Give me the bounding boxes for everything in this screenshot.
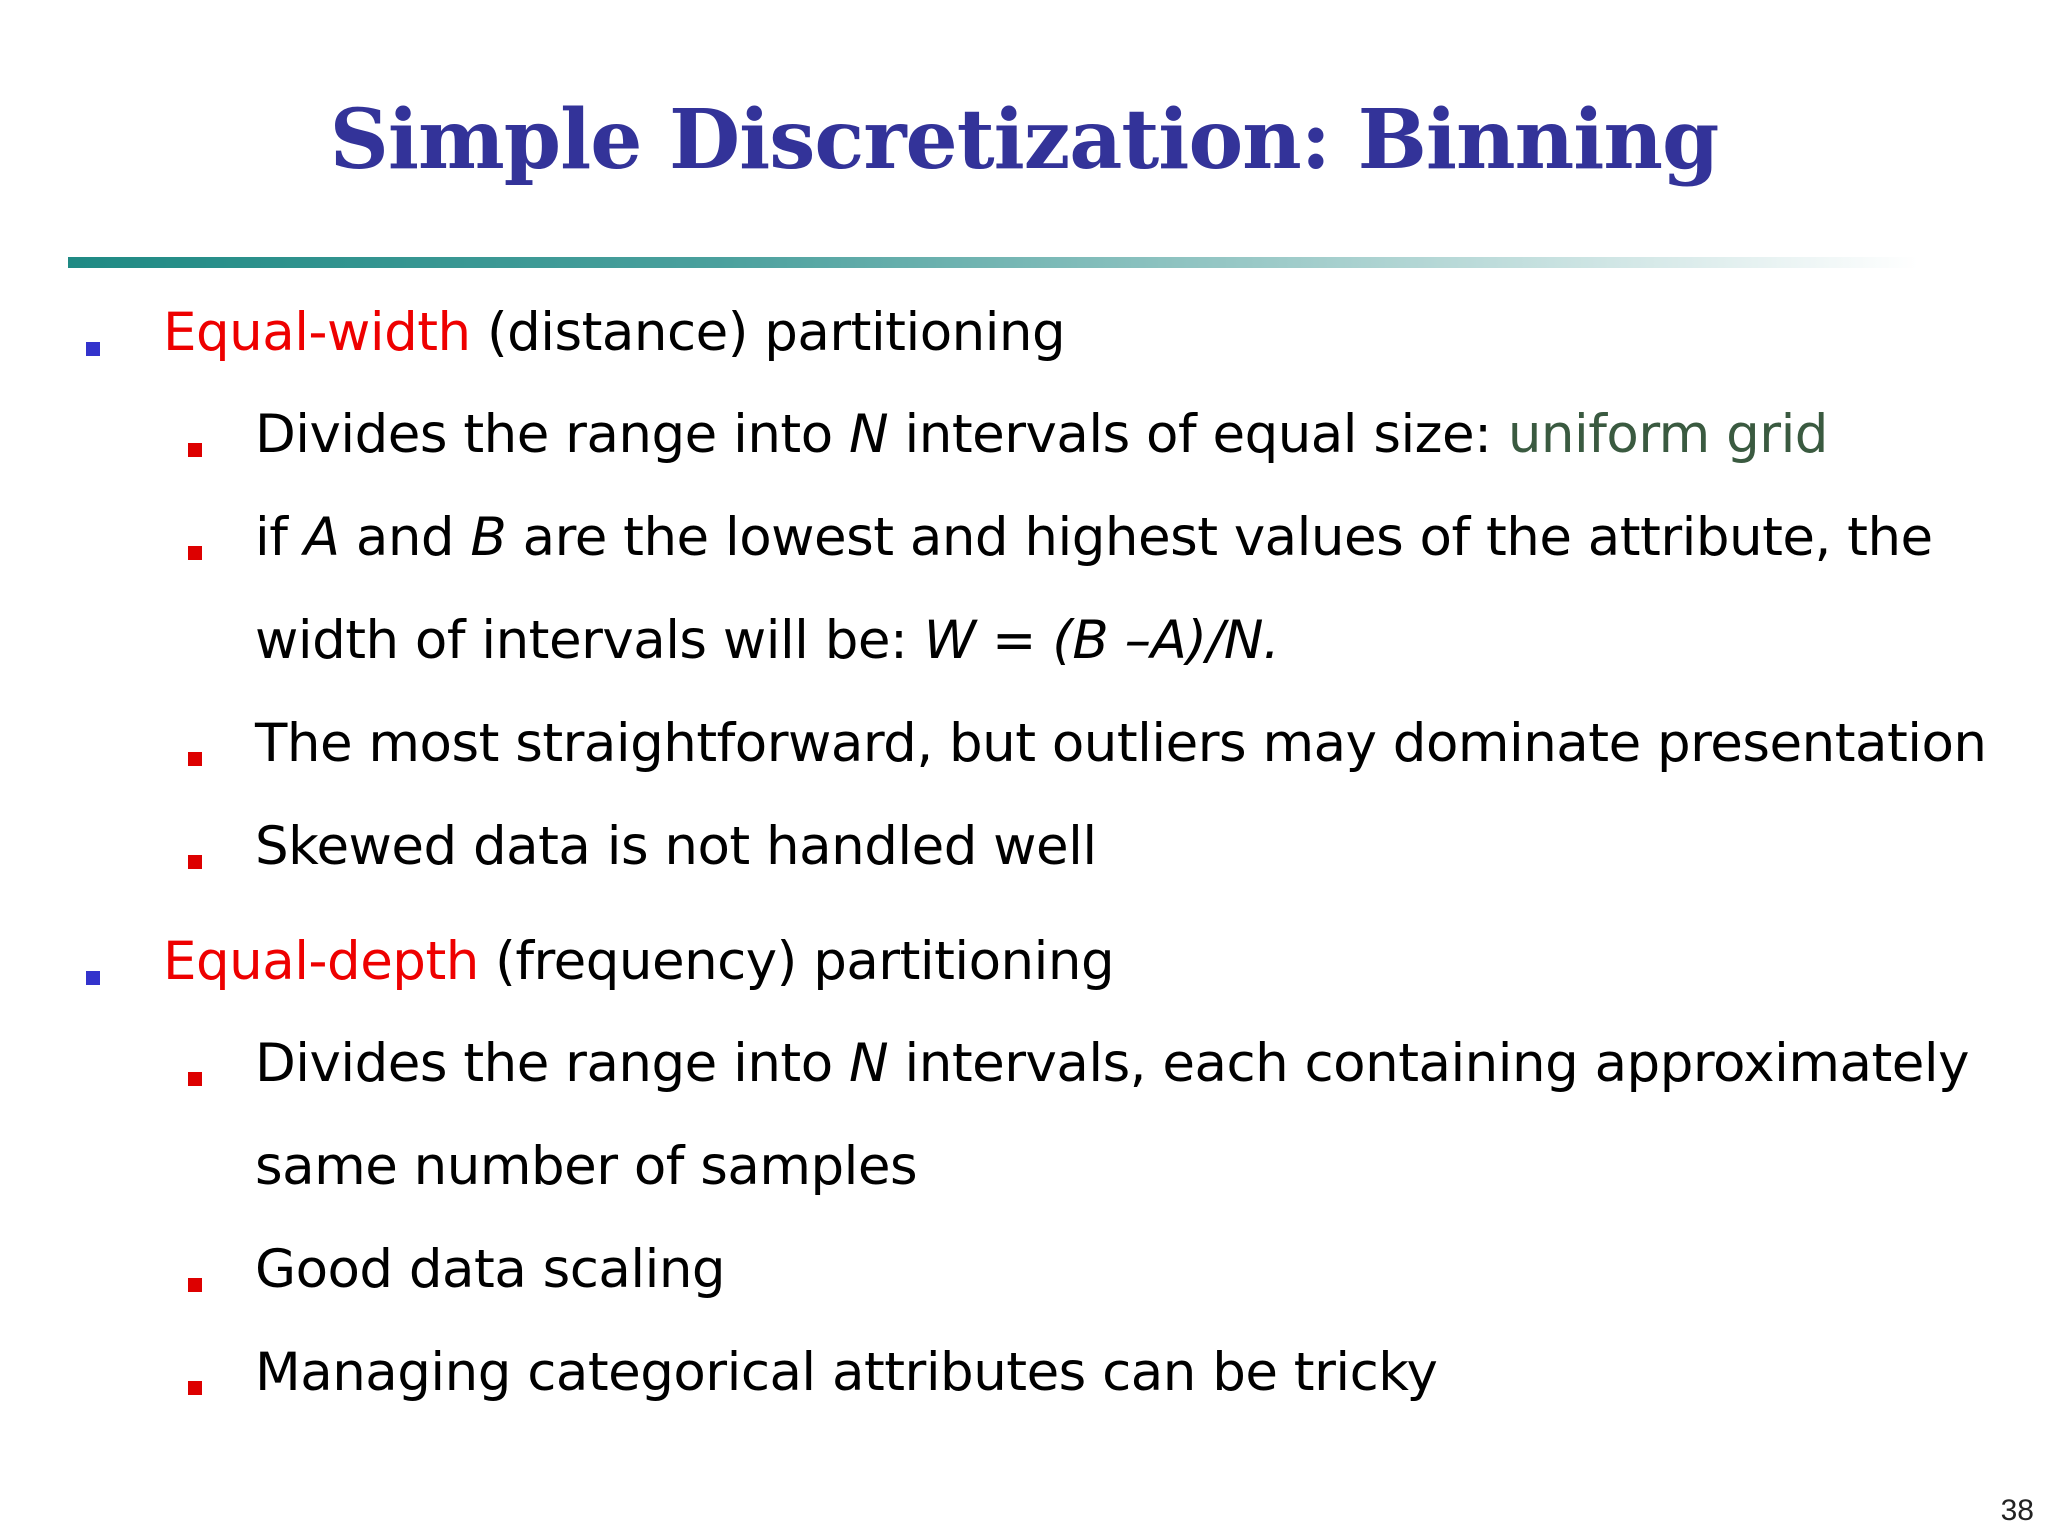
term-uniform-grid: uniform grid (1507, 404, 1828, 465)
list-item: Divides the range into N intervals of equal size: uniform grid (255, 404, 1828, 465)
section-heading-equal-depth (163, 931, 1114, 992)
sub-bullet-marker (188, 1278, 202, 1292)
sub-bullet-marker (188, 752, 202, 766)
width-formula: W = (B –A)/N. (923, 610, 1280, 671)
list-item: The most straightforward, but outliers may dominate presentation (255, 713, 1987, 774)
list-item: Managing categorical attributes can be tricky (255, 1342, 1438, 1403)
title-divider (68, 257, 1918, 268)
slide-title: Simple Discretization: Binning (329, 92, 1719, 188)
bullet-marker (86, 971, 100, 985)
sub-bullet-marker (188, 1381, 202, 1395)
sub-bullet-marker (188, 546, 202, 560)
sub-bullet-marker (188, 443, 202, 457)
section-heading-equal-width (163, 302, 1065, 363)
list-item-continuation: same number of samples (255, 1136, 918, 1197)
term-equal-width: Equal-width (163, 302, 471, 363)
sub-bullet-marker (188, 1072, 202, 1086)
heading-rest: (frequency) partitioning (478, 931, 1115, 992)
list-item-continuation: width of intervals will be: W = (B –A)/N. (255, 610, 1280, 671)
page-number: 38 (2000, 1494, 2034, 1527)
list-item: Divides the range into N intervals, each containing approximately (255, 1033, 1969, 1094)
sub-bullet-marker (188, 855, 202, 869)
term-equal-depth: Equal-depth (163, 931, 479, 992)
bullet-marker (86, 342, 100, 356)
heading-rest: (distance) partitioning (470, 302, 1066, 363)
list-item: if A and B are the lowest and highest values of the attribute, the (255, 507, 1933, 568)
list-item: Skewed data is not handled well (255, 816, 1097, 877)
list-item: Good data scaling (255, 1239, 726, 1300)
